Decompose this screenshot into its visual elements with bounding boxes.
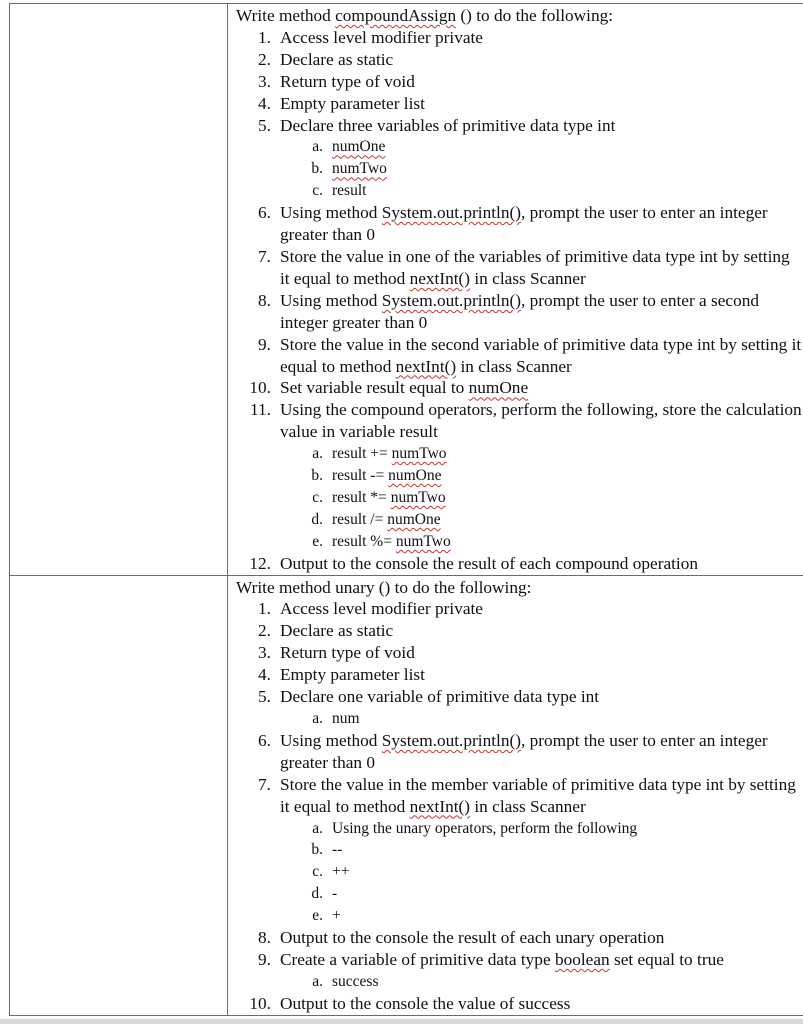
list-item [236, 774, 803, 818]
list-number: 1. [258, 599, 271, 619]
list-number: 6. [258, 730, 271, 750]
text-run: () to do the following: [456, 6, 614, 25]
flagged-word: numOne [468, 378, 529, 398]
list-number: 4. [258, 93, 271, 113]
list-text [280, 334, 803, 378]
text-run: - [332, 885, 338, 903]
text-run: Empty parameter list [280, 665, 425, 685]
text-run: result -= [332, 467, 389, 485]
text-run: Write method unary () to do the following: [236, 577, 532, 597]
sub-list-letter: e. [312, 907, 323, 925]
list-item [236, 71, 803, 93]
sub-list-letter: a. [312, 710, 323, 727]
list-item [236, 246, 803, 290]
list-number: 2. [258, 49, 271, 69]
sub-list-text [332, 531, 803, 553]
text-run: Output to the console the value of success [280, 993, 571, 1013]
list-number: 6. [258, 203, 271, 223]
list-text [280, 290, 803, 334]
text-run: in class Scanner [470, 796, 586, 816]
section [228, 576, 803, 1015]
list-text [280, 993, 803, 1015]
text-run: Declare as static [280, 621, 394, 641]
text-run: + [332, 907, 341, 925]
list-item [236, 927, 803, 949]
text-run: ++ [332, 863, 350, 881]
list-number: 11. [250, 400, 271, 420]
flagged-word: System.out.println() [381, 730, 521, 750]
text-run: Declare three variables of primitive data type int [280, 115, 616, 135]
sub-list-item [236, 465, 803, 487]
sub-list-item [236, 487, 803, 509]
list-item [236, 334, 803, 378]
text-run: Declare as static [280, 49, 394, 69]
sub-list-text [332, 708, 803, 730]
empty-cell [10, 575, 228, 1015]
list-number: 3. [258, 643, 271, 663]
text-run: Write method [236, 6, 336, 25]
list-item [236, 620, 803, 642]
text-run: in class Scanner [456, 356, 572, 376]
table-row [10, 575, 803, 1015]
list-number: 4. [258, 665, 271, 685]
sub-list-text [332, 839, 803, 861]
list-number: 7. [258, 246, 271, 266]
list-item [236, 598, 803, 620]
sub-list-letter: a. [312, 819, 323, 837]
list-item [236, 642, 803, 664]
list-text [280, 664, 803, 686]
text-run: Return type of void [280, 71, 415, 91]
sub-list-text [332, 861, 803, 883]
list-item [236, 949, 803, 971]
sub-list-item [236, 509, 803, 531]
section [228, 4, 803, 575]
text-run: Output to the console the result of each compound operation [280, 553, 698, 573]
section-heading [236, 577, 803, 599]
sub-list-text [332, 443, 803, 465]
list-text [280, 93, 803, 115]
text-run: Return type of void [280, 643, 415, 663]
text-run: , prompt the user to enter an integer greater than 0 [280, 730, 768, 772]
flagged-word: numOne [387, 510, 441, 528]
sub-list-letter: e. [312, 532, 323, 550]
text-run: Access level modifier private [280, 27, 483, 47]
text-run: Using method [280, 290, 382, 310]
list-text [280, 774, 803, 818]
text-run: in class Scanner [470, 268, 586, 288]
list-number: 9. [258, 334, 271, 354]
text-run: Set variable result equal to [280, 378, 469, 398]
text-run: Store the value in the member variable of primitive data type int by setting it equal to method [280, 774, 796, 816]
sub-list-letter: d. [311, 885, 323, 903]
sub-list-text [332, 818, 803, 840]
list-item [236, 730, 803, 774]
text-run: Access level modifier private [280, 599, 483, 619]
list-text [280, 115, 803, 137]
sub-list-letter: d. [311, 510, 323, 528]
text-run: -- [332, 841, 343, 859]
sub-list-letter: b. [311, 160, 323, 178]
sub-list-letter: c. [312, 863, 323, 881]
sub-list-text [332, 905, 803, 927]
assignment-table [9, 3, 803, 1016]
sub-list-item [236, 158, 803, 180]
list-number: 12. [249, 553, 271, 573]
sub-list-item [236, 180, 803, 202]
sub-list-item [236, 971, 803, 993]
sub-list-letter: a. [312, 972, 323, 990]
list-number: 1. [258, 27, 271, 47]
sub-list-item [236, 443, 803, 465]
flagged-word: numOne [388, 467, 442, 485]
sub-list-item [236, 905, 803, 927]
text-run: success [332, 972, 379, 990]
sub-list-item [236, 708, 803, 730]
text-run: num [332, 710, 360, 727]
list-number: 3. [258, 71, 271, 91]
list-text [280, 730, 803, 774]
flagged-word: numOne [332, 138, 386, 156]
sub-list-item [236, 861, 803, 883]
list-number: 9. [258, 949, 271, 969]
sub-list-text [332, 136, 803, 158]
list-number: 2. [258, 621, 271, 641]
sub-list-letter: a. [312, 445, 323, 463]
text-run: , prompt the user to enter an integer greater than 0 [280, 203, 768, 245]
text-run: Store the value in one of the variables of primitive data type int by setting it equal to method [280, 246, 790, 288]
empty-cell [10, 4, 228, 576]
flagged-word: System.out.println() [381, 203, 521, 223]
list-text [280, 377, 803, 399]
flagged-word: System.out.println() [381, 290, 521, 310]
list-text [280, 686, 803, 708]
table-row [10, 4, 803, 576]
text-run: result *= [332, 488, 391, 506]
list-text [280, 620, 803, 642]
list-item [236, 993, 803, 1015]
sub-list-letter: b. [311, 841, 323, 859]
sub-list-item [236, 818, 803, 840]
list-number: 8. [258, 928, 271, 948]
flagged-word: nextInt() [409, 268, 471, 288]
flagged-word: nextInt() [409, 796, 471, 816]
flagged-word: nextInt() [395, 356, 457, 376]
sub-list-letter: c. [312, 488, 323, 506]
flagged-word: numTwo [390, 488, 446, 506]
flagged-word: numTwo [332, 160, 387, 178]
list-item [236, 93, 803, 115]
list-text [280, 49, 803, 71]
list-item [236, 686, 803, 708]
list-text [280, 642, 803, 664]
window-bottom-edge [0, 1019, 803, 1024]
text-run: Empty parameter list [280, 93, 425, 113]
sub-list-item [236, 531, 803, 553]
list-text [280, 246, 803, 290]
sub-list-text [332, 465, 803, 487]
list-text [280, 598, 803, 620]
list-number: 10. [249, 993, 271, 1013]
text-run: result += [332, 445, 392, 463]
flagged-word: compoundAssign [335, 6, 457, 25]
text-run: Using the unary operators, perform the following [332, 819, 638, 837]
sub-list-letter: b. [311, 467, 323, 485]
flagged-word: numTwo [391, 445, 447, 463]
text-run: Using method [280, 203, 382, 223]
list-item [236, 377, 803, 399]
text-run: Create a variable of primitive data type [280, 949, 555, 969]
text-run: result /= [332, 510, 388, 528]
list-number: 5. [258, 687, 271, 707]
list-number: 7. [258, 774, 271, 794]
flagged-word: boolean [554, 949, 610, 969]
sub-list-item [236, 839, 803, 861]
list-item [236, 290, 803, 334]
text-run: result %= [332, 532, 396, 550]
sub-list-letter: a. [312, 138, 323, 156]
list-item [236, 115, 803, 137]
sub-list-text [332, 158, 803, 180]
text-run: Using method [280, 730, 382, 750]
list-text [280, 949, 803, 971]
section-heading [236, 5, 803, 27]
text-run: result [332, 182, 367, 200]
list-text [280, 553, 803, 575]
list-text [280, 71, 803, 93]
list-text [280, 27, 803, 49]
text-run: Using the compound operators, perform the following, store the calculation value in variable result [280, 400, 802, 442]
list-number: 10. [249, 378, 271, 398]
sub-list-text [332, 180, 803, 202]
list-item [236, 202, 803, 246]
sub-list-text [332, 971, 803, 993]
list-item [236, 399, 803, 443]
text-run: , prompt the user to enter a second integer greater than 0 [280, 290, 760, 332]
list-text [280, 927, 803, 949]
sub-list-letter: c. [312, 182, 323, 200]
flagged-word: numTwo [395, 532, 451, 550]
text-run: Declare one variable of primitive data type int [280, 687, 600, 707]
text-run: set equal to true [609, 949, 724, 969]
text-run: Store the value in the second variable of primitive data type int by setting it equal to method [280, 334, 802, 376]
list-item [236, 664, 803, 686]
sub-list-item [236, 136, 803, 158]
sub-list-text [332, 487, 803, 509]
text-run: Output to the console the result of each unary operation [280, 928, 665, 948]
list-number: 8. [258, 290, 271, 310]
list-text [280, 202, 803, 246]
list-item [236, 553, 803, 575]
list-item [236, 49, 803, 71]
list-item [236, 27, 803, 49]
list-text [280, 399, 803, 443]
list-number: 5. [258, 115, 271, 135]
sub-list-item [236, 883, 803, 905]
sub-list-text [332, 509, 803, 531]
unary-cell [228, 575, 803, 1015]
compound-assign-cell [228, 4, 803, 576]
sub-list-text [332, 883, 803, 905]
